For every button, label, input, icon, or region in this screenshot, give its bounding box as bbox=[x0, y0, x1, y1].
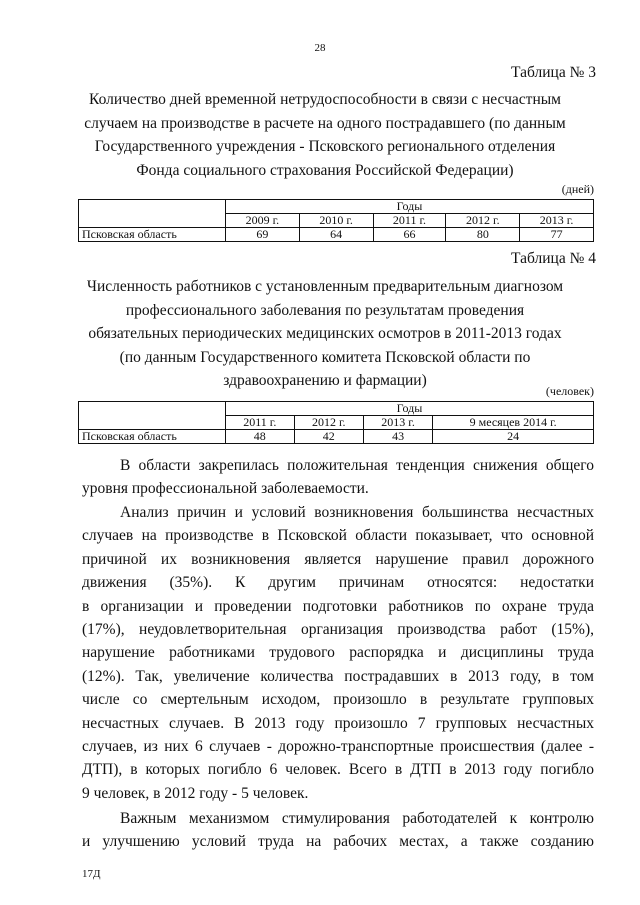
table4-corner-cell bbox=[79, 402, 226, 416]
text-line: движения (35%). К другим причинам относятся: недостатки bbox=[82, 574, 594, 592]
text-line: Анализ причин и условий возникновения большинства несчастных bbox=[120, 504, 594, 521]
paragraph-mechanism bbox=[82, 807, 594, 854]
table4-value-cell: 48 bbox=[226, 430, 295, 444]
text-line: случаев на производстве в Псковской области показывает, что основной bbox=[82, 527, 594, 545]
text-line: случаев, из них 6 случаев - дорожно-транспортные происшествия (далее - bbox=[82, 738, 594, 756]
table4-year-header: 2012 г. bbox=[294, 416, 363, 430]
table4-value-cell: 42 bbox=[294, 430, 363, 444]
table4-group-header: Годы bbox=[226, 402, 594, 416]
text-line: в организации и проведении подготовки работников по охране труда bbox=[82, 597, 594, 615]
table4 bbox=[78, 401, 594, 444]
table4-value-cell: 43 bbox=[363, 430, 432, 444]
text-line: ДТП), в которых погибло 6 человек. Всего в ДТП в 2013 году погибло bbox=[82, 761, 594, 779]
table3-region-cell: Псковская область bbox=[79, 228, 226, 242]
table3-corner-cell bbox=[79, 200, 226, 214]
table4-value-cell: 24 bbox=[433, 430, 594, 444]
text-line: и улучшению условий труда на рабочих местах, а также созданию bbox=[82, 833, 594, 851]
table3-unit: (дней) bbox=[561, 182, 594, 196]
table4-title-line: обязательных периодических медицинских осмотров в 2011-2013 годах bbox=[88, 325, 562, 342]
table3-title bbox=[60, 88, 590, 182]
table4-years-row bbox=[79, 416, 594, 430]
table4-title-line: (по данным Государственного комитета Псковской области по bbox=[119, 348, 531, 366]
table3-value-cell: 77 bbox=[520, 228, 594, 242]
text-line: (17%), неудовлетворительная организация производства работ (15%), bbox=[82, 621, 594, 639]
text-line: причиной их возникновения является нарушение правил дорожного bbox=[82, 550, 594, 568]
table3-value-cell: 66 bbox=[373, 228, 446, 242]
table3-year-header: 2010 г. bbox=[299, 214, 373, 228]
table4-label: Таблица № 4 bbox=[511, 250, 596, 267]
table3-title-line: случаем на производстве в расчете на одного пострадавшего (по данным bbox=[84, 114, 566, 132]
table4-header-row bbox=[79, 402, 594, 416]
table3-value-cell: 69 bbox=[226, 228, 300, 242]
table4-year-header: 2013 г. bbox=[363, 416, 432, 430]
text-line: В области закрепилась положительная тенденция снижения общего bbox=[120, 457, 594, 474]
table3-label: Таблица № 3 bbox=[511, 64, 596, 81]
table3 bbox=[78, 199, 594, 242]
table4-title bbox=[60, 275, 590, 393]
table4-year-header: 2011 г. bbox=[226, 416, 295, 430]
table3-title-line: Государственного учреждения - Псковского регионального отделения bbox=[94, 138, 556, 155]
text-line: числе со смертельным исходом, произошло в результате групповых bbox=[82, 691, 594, 709]
table-row bbox=[79, 430, 594, 444]
text-line: уровня профессиональной заболеваемости. bbox=[82, 480, 369, 498]
table4-title-line: профессионального заболевания по результатам проведения bbox=[125, 301, 525, 319]
table3-header-row bbox=[79, 200, 594, 214]
table4-title-line: Численность работников с установленным предварительным диагнозом bbox=[86, 278, 564, 295]
paragraph-trend bbox=[82, 454, 594, 501]
table4-region-cell: Псковская область bbox=[79, 430, 226, 444]
table3-group-header: Годы bbox=[226, 200, 594, 214]
table3-corner-cell bbox=[79, 214, 226, 228]
text-line: Важным механизмом стимулирования работодателей к контролю bbox=[120, 810, 594, 827]
table3-year-header: 2013 г. bbox=[520, 214, 594, 228]
table3-value-cell: 64 bbox=[299, 228, 373, 242]
table4-corner-cell bbox=[79, 416, 226, 430]
table3-year-header: 2011 г. bbox=[373, 214, 446, 228]
table3-title-line: Фонда социального страхования Российской Федерации) bbox=[136, 161, 514, 179]
table4-title-line: здравоохранению и фармации) bbox=[223, 372, 427, 389]
text-line: 9 человек, в 2012 году - 5 человек. bbox=[82, 784, 309, 802]
table-row bbox=[79, 228, 594, 242]
table4-unit: (человек) bbox=[545, 384, 594, 398]
text-line: несчастных случаев. В 2013 году произошло 7 групповых несчастных bbox=[82, 714, 594, 732]
text-line: нарушение работниками трудового распорядка и дисциплины труда bbox=[82, 644, 594, 662]
table3-years-row bbox=[79, 214, 594, 228]
paragraph-analysis bbox=[82, 501, 594, 805]
table3-year-header: 2012 г. bbox=[446, 214, 520, 228]
footer-code: 17Д bbox=[82, 868, 101, 880]
page-number: 28 bbox=[314, 42, 326, 54]
text-line: (12%). Так, увеличение количества пострадавших в 2013 году, в том bbox=[82, 667, 594, 685]
table3-year-header: 2009 г. bbox=[226, 214, 300, 228]
table3-value-cell: 80 bbox=[446, 228, 520, 242]
table4-year-header: 9 месяцев 2014 г. bbox=[433, 416, 594, 430]
table3-title-line: Количество дней временной нетрудоспособности в связи с несчастным bbox=[89, 91, 561, 108]
